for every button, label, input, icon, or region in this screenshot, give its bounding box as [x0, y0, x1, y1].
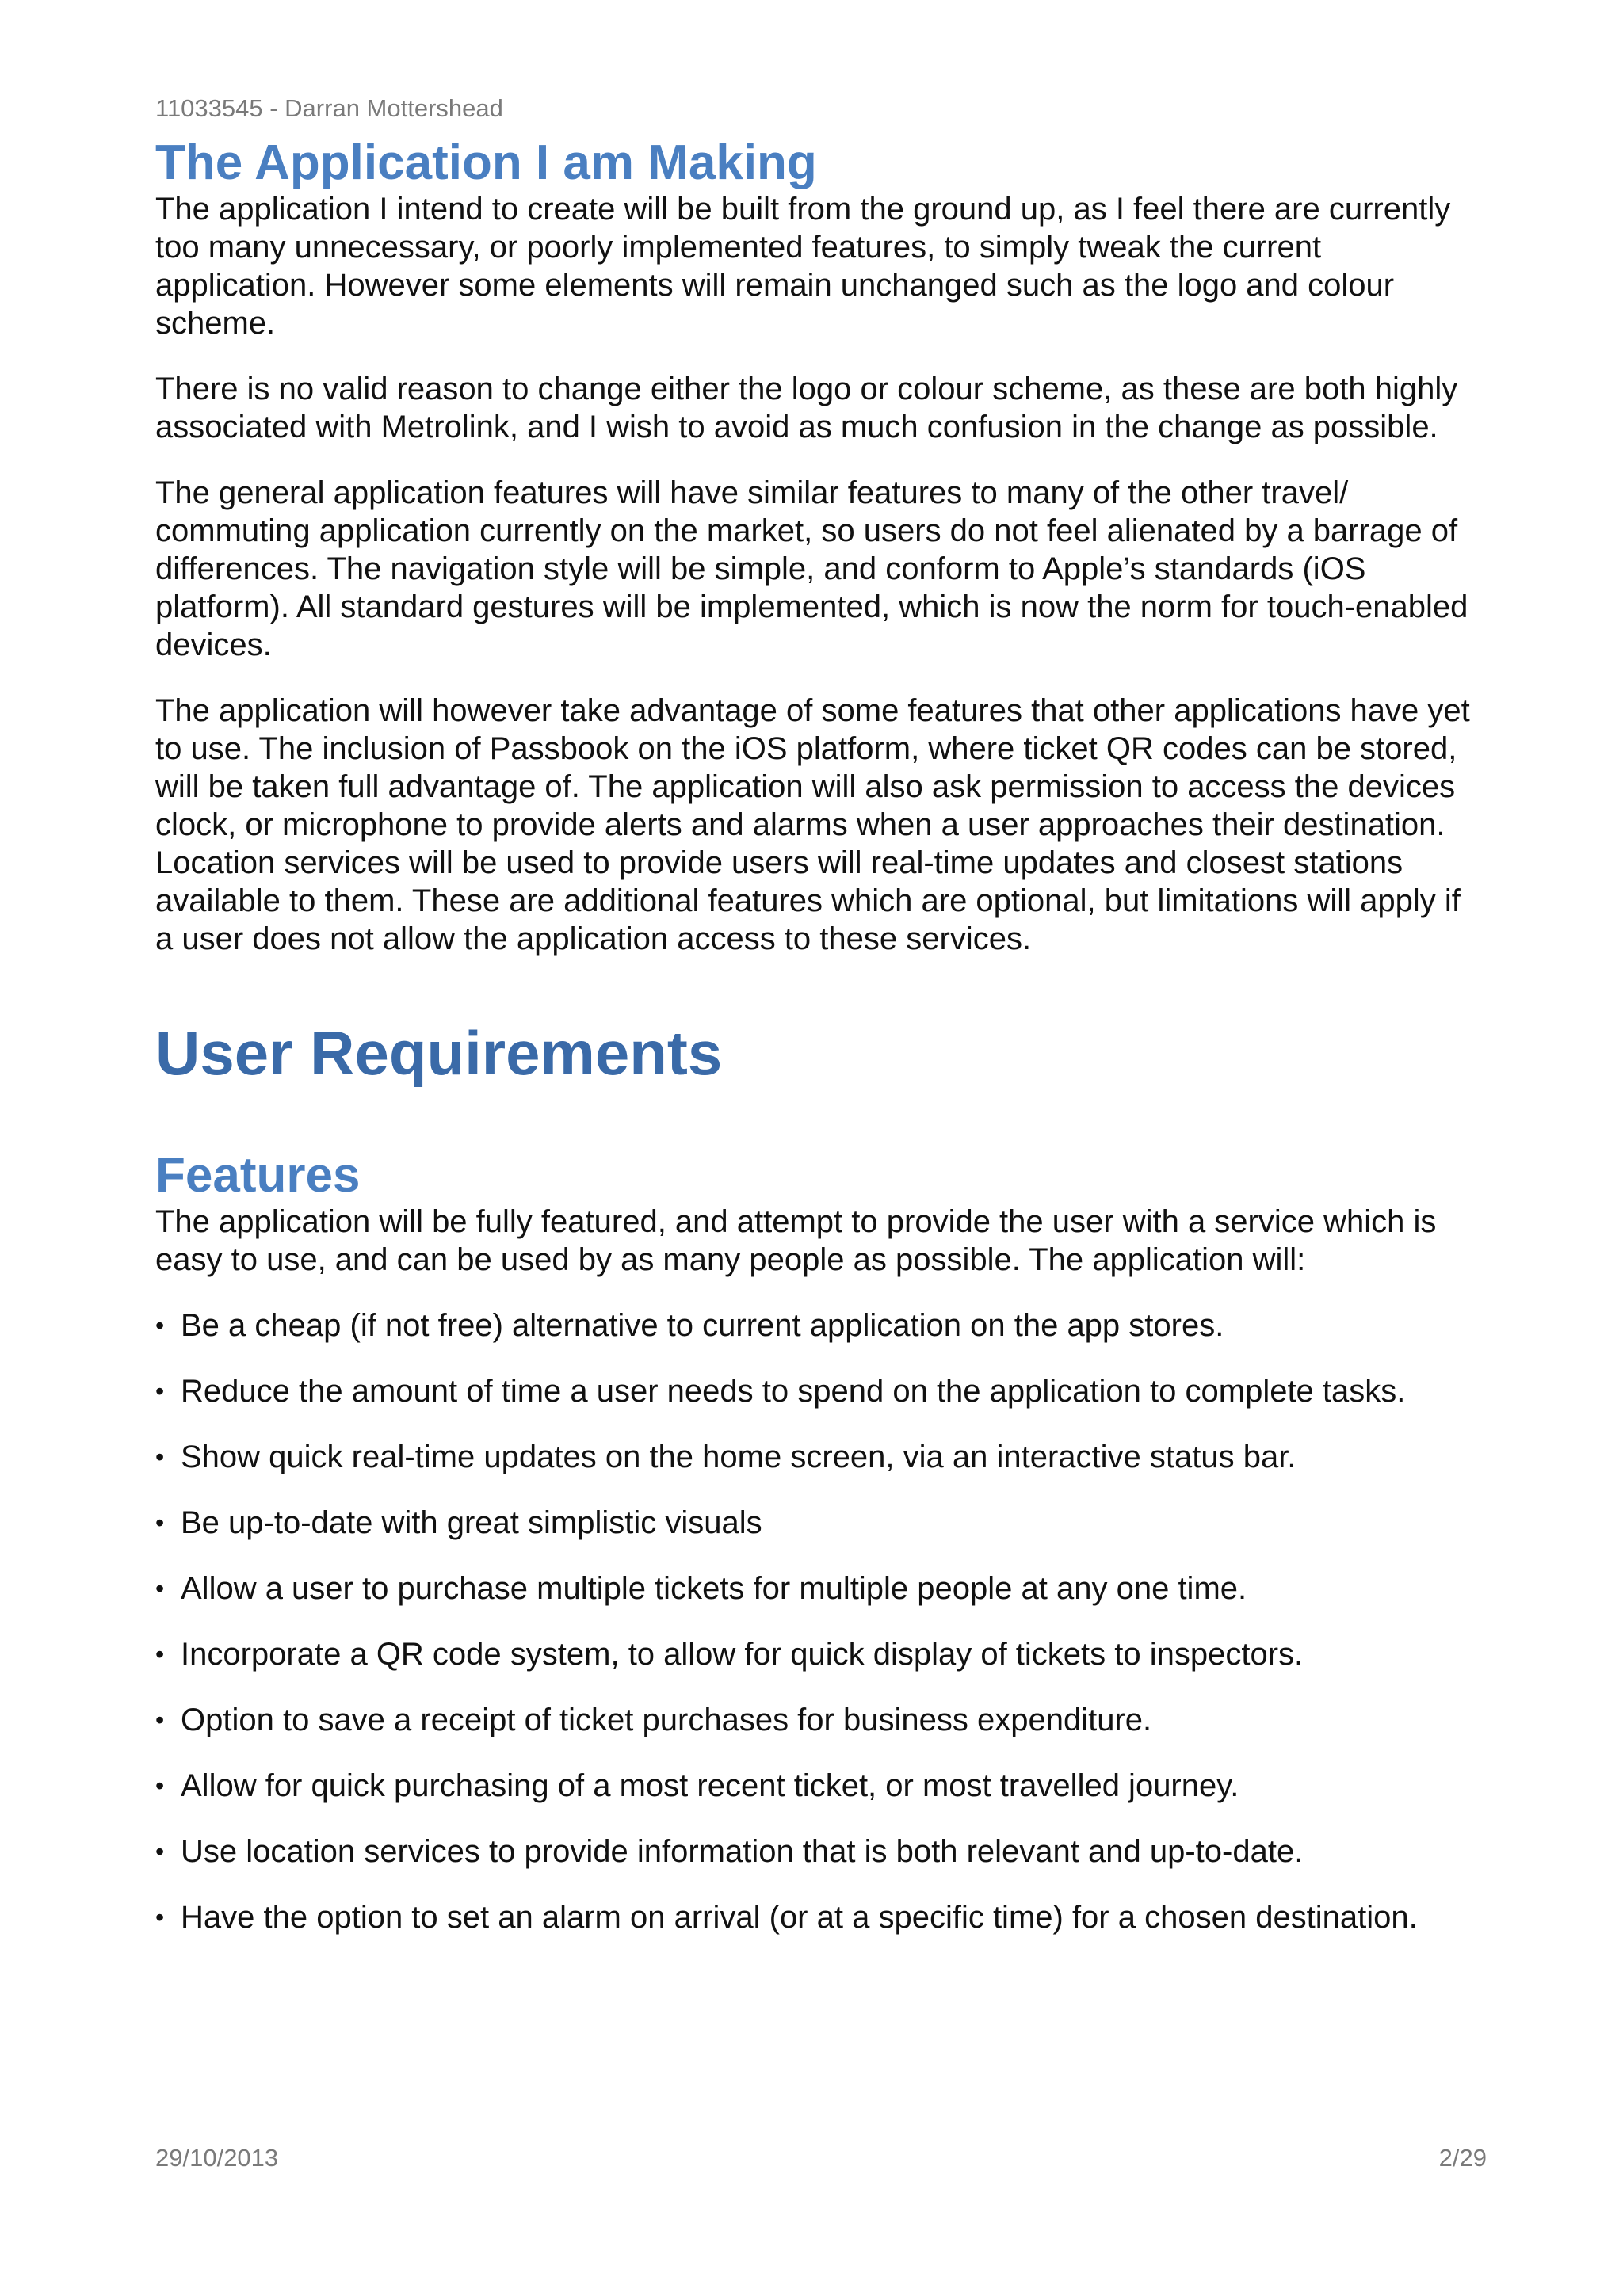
list-item: [155, 1504, 1487, 1542]
list-item: [155, 1833, 1487, 1871]
bullet-icon: •: [155, 1443, 165, 1472]
subsection-title-features: Features: [155, 1148, 361, 1203]
list-item: [155, 1635, 1487, 1673]
section-title-user-requirements: User Requirements: [155, 1018, 723, 1089]
list-item: [155, 1569, 1487, 1608]
document-page: [155, 93, 1487, 1964]
bullet-icon: •: [155, 1837, 165, 1867]
bullet-icon: •: [155, 1772, 165, 1801]
list-item: [155, 1438, 1487, 1476]
paragraph: The application I intend to create will be built from the ground up, as I feel there are currently too many unnecessary, or poorly implemented features, to simply tweak the current application. However some elements will remain unchanged such as the logo and colour scheme.: [155, 192, 1451, 341]
list-item-text: Show quick real-time updates on the home screen, via an interactive status bar.: [181, 1440, 1296, 1475]
list-item-text: Use location services to provide information that is both relevant and up-to-date.: [181, 1834, 1304, 1870]
list-item-text: Have the option to set an alarm on arrival (or at a specific time) for a chosen destination.: [181, 1900, 1418, 1936]
paragraph: The general application features will have similar features to many of the other travel/ commuting application currently on the market, so users do not feel alienated by a barrage of differences. The navigation style will be simple, and conform to Apple’s standards (iOS platform). All standard gestures will be implemented, which is now the norm for touch-enabled devices.: [155, 475, 1468, 663]
bullet-icon: •: [155, 1640, 165, 1669]
list-item-text: Reduce the amount of time a user needs to spend on the application to complete tasks.: [181, 1374, 1406, 1409]
paragraph: There is no valid reason to change either the logo or colour scheme, as these are both highly associated with Metrolink, and I wish to avoid as much confusion in the change as possible.: [155, 372, 1458, 445]
bullet-icon: •: [155, 1706, 165, 1735]
list-item-text: Option to save a receipt of ticket purchases for business expenditure.: [181, 1703, 1152, 1738]
bullet-icon: •: [155, 1377, 165, 1406]
author-header: 11033545 - Darran Mottershead: [155, 94, 503, 122]
list-item: [155, 1701, 1487, 1739]
features-intro: The application will be fully featured, and attempt to provide the user with a service which is easy to use, and can be used by as many people as possible. The application will:: [155, 1204, 1437, 1278]
list-item: [155, 1306, 1487, 1344]
list-item-text: Incorporate a QR code system, to allow for quick display of tickets to inspectors.: [181, 1637, 1304, 1672]
footer-date: 29/10/2013: [155, 2144, 279, 2172]
section-title-application: The Application I am Making: [155, 135, 817, 191]
footer-page-number: 2/29: [1438, 2144, 1487, 2172]
features-list: [155, 1306, 1487, 1936]
list-item-text: Be a cheap (if not free) alternative to current application on the app stores.: [181, 1308, 1224, 1344]
page-footer: [155, 2144, 1487, 2172]
list-item-text: Allow a user to purchase multiple tickets for multiple people at any one time.: [181, 1571, 1247, 1607]
list-item: [155, 1898, 1487, 1936]
bullet-icon: •: [155, 1574, 165, 1604]
list-item: [155, 1372, 1487, 1410]
list-item-text: Be up-to-date with great simplistic visuals: [181, 1505, 762, 1541]
paragraph: The application will however take advantage of some features that other applications have yet to use. The inclusion of Passbook on the iOS platform, where ticket QR codes can be stored, will be taken full advantage of. The application will also ask permission to access the devices clock, or microphone to provide alerts and alarms when a user approaches their destination. Location services will be used to provide users will real-time updates and closest stations available to them. These are additional features which are optional, but limitations will apply if a user does not allow the application access to these services.: [155, 693, 1470, 957]
bullet-icon: •: [155, 1903, 165, 1932]
list-item: [155, 1767, 1487, 1805]
bullet-icon: •: [155, 1508, 165, 1538]
list-item-text: Allow for quick purchasing of a most recent ticket, or most travelled journey.: [181, 1768, 1239, 1804]
bullet-icon: •: [155, 1311, 165, 1341]
